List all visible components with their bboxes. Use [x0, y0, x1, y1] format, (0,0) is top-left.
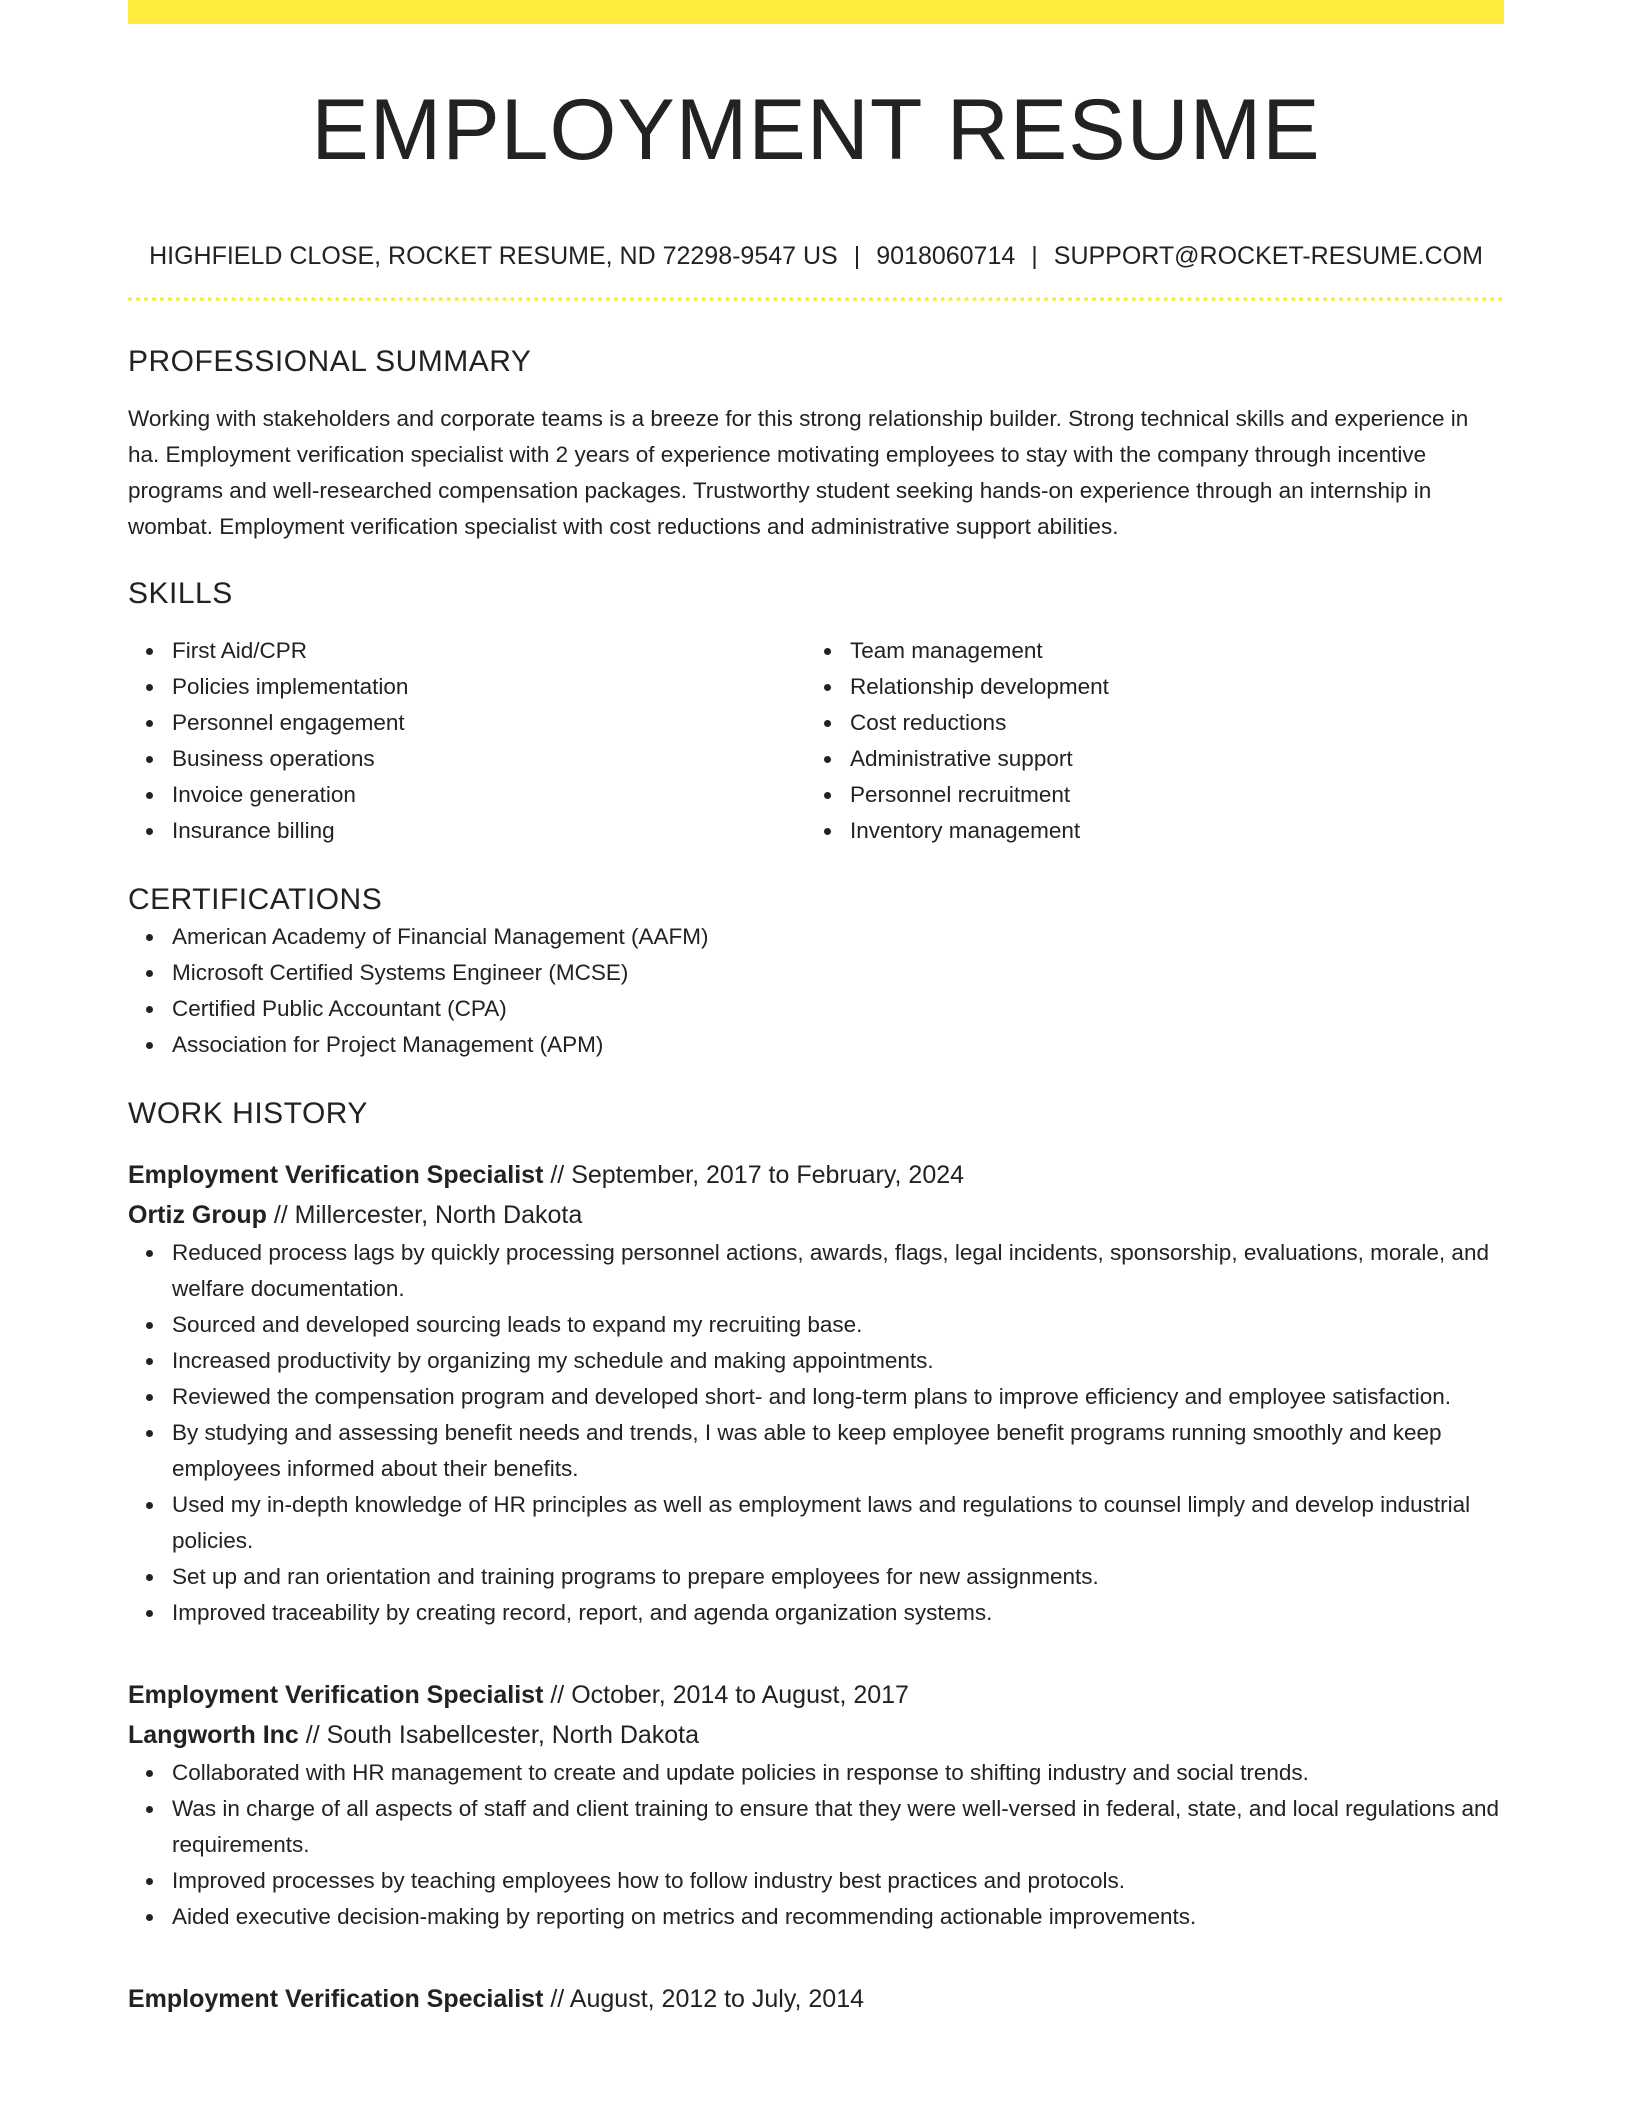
skill-item: Relationship development — [850, 669, 1484, 705]
work-history-heading: WORK HISTORY — [128, 1097, 368, 1130]
job-bullets — [128, 1235, 1504, 1631]
skills-column-left — [128, 633, 806, 849]
resume-title: EMPLOYMENT RESUME — [311, 82, 1321, 178]
job-bullet: Aided executive decision-making by reporting on metrics and recommending actionable improvements. — [172, 1899, 1504, 1935]
job-dates: // October, 2014 to August, 2017 — [543, 1681, 909, 1709]
job-dates: // September, 2017 to February, 2024 — [543, 1161, 965, 1189]
skill-item: Cost reductions — [850, 705, 1484, 741]
job-entry — [128, 1675, 1504, 1935]
contact-separator: | — [1031, 242, 1038, 270]
certification-item: Certified Public Accountant (CPA) — [172, 991, 1504, 1027]
skills-grid — [128, 633, 1504, 849]
job-bullet: By studying and assessing benefit needs and trends, I was able to keep employee benefit programs running smoothly and keep employees informed about their benefits. — [172, 1415, 1504, 1487]
job-bullet: Collaborated with HR management to create and update policies in response to shifting industry and social trends. — [172, 1755, 1504, 1791]
job-company: Ortiz Group — [128, 1201, 267, 1229]
job-bullet: Improved traceability by creating record, report, and agenda organization systems. — [172, 1595, 1504, 1631]
skill-item: First Aid/CPR — [172, 633, 806, 669]
job-dates: // August, 2012 to July, 2014 — [543, 1985, 864, 2013]
skill-item: Administrative support — [850, 741, 1484, 777]
contact-phone: 9018060714 — [876, 242, 1016, 270]
skill-item: Business operations — [172, 741, 806, 777]
job-company-line — [128, 1715, 1504, 1755]
job-bullets — [128, 1755, 1504, 1935]
job-location: // South Isabellcester, North Dakota — [298, 1721, 700, 1749]
job-bullet: Was in charge of all aspects of staff and client training to ensure that they were well-versed in federal, state, and local regulations and requirements. — [172, 1791, 1504, 1863]
job-bullet: Sourced and developed sourcing leads to expand my recruiting base. — [172, 1307, 1504, 1343]
job-bullet: Used my in-depth knowledge of HR principles as well as employment laws and regulations to counsel limply and develop industrial policies. — [172, 1487, 1504, 1559]
skill-item: Personnel engagement — [172, 705, 806, 741]
contact-address: HIGHFIELD CLOSE, ROCKET RESUME, ND 72298-9547 US — [149, 242, 838, 270]
certification-item: Microsoft Certified Systems Engineer (MCSE) — [172, 955, 1504, 991]
job-title-line — [128, 1155, 1504, 1195]
dotted-divider — [128, 297, 1504, 301]
job-title: Employment Verification Specialist — [128, 1161, 544, 1189]
certification-item: Association for Project Management (APM) — [172, 1027, 1504, 1063]
job-title-line — [128, 1979, 1504, 2019]
skills-heading: SKILLS — [128, 577, 233, 610]
skill-item: Personnel recruitment — [850, 777, 1484, 813]
job-bullet: Reviewed the compensation program and developed short- and long-term plans to improve efficiency and employee satisfaction. — [172, 1379, 1504, 1415]
skill-item: Policies implementation — [172, 669, 806, 705]
skill-item: Inventory management — [850, 813, 1484, 849]
job-bullet: Reduced process lags by quickly processing personnel actions, awards, flags, legal incidents, sponsorship, evaluations, morale, and welfare documentation. — [172, 1235, 1504, 1307]
contact-separator: | — [853, 242, 861, 270]
certification-item: American Academy of Financial Management (AAFM) — [172, 919, 1504, 955]
job-title-line — [128, 1675, 1504, 1715]
job-entry — [128, 1155, 1504, 1631]
summary-heading: PROFESSIONAL SUMMARY — [128, 345, 532, 378]
job-company: Langworth Inc — [128, 1721, 299, 1749]
job-bullet: Increased productivity by organizing my schedule and making appointments. — [172, 1343, 1504, 1379]
resume-content — [128, 0, 1504, 2019]
job-entry — [128, 1979, 1504, 2019]
job-bullet: Set up and ran orientation and training programs to prepare employees for new assignments. — [172, 1559, 1504, 1595]
job-title: Employment Verification Specialist — [128, 1681, 544, 1709]
certifications-heading: CERTIFICATIONS — [128, 883, 383, 916]
job-location: // Millercester, North Dakota — [266, 1201, 583, 1229]
job-company-line — [128, 1195, 1504, 1235]
skill-item: Team management — [850, 633, 1484, 669]
job-bullet: Improved processes by teaching employees how to follow industry best practices and protocols. — [172, 1863, 1504, 1899]
job-title: Employment Verification Specialist — [128, 1985, 544, 2013]
contact-line — [128, 240, 1504, 272]
skills-column-right — [806, 633, 1484, 849]
skill-item: Insurance billing — [172, 813, 806, 849]
skill-item: Invoice generation — [172, 777, 806, 813]
contact-email: SUPPORT@ROCKET-RESUME.COM — [1053, 242, 1483, 270]
certifications-list — [128, 919, 1504, 1063]
summary-text: Working with stakeholders and corporate teams is a breeze for this strong relationship builder. Strong technical skills and experience in ha. Employment verification specialist with 2 years of experience motivating employees to stay with the company through incentive programs and well-researched compensation packages. Trustworthy student seeking hands-on experience through an internship in wombat. Employment verification specialist with cost reductions and administrative support abilities. — [128, 406, 1469, 539]
